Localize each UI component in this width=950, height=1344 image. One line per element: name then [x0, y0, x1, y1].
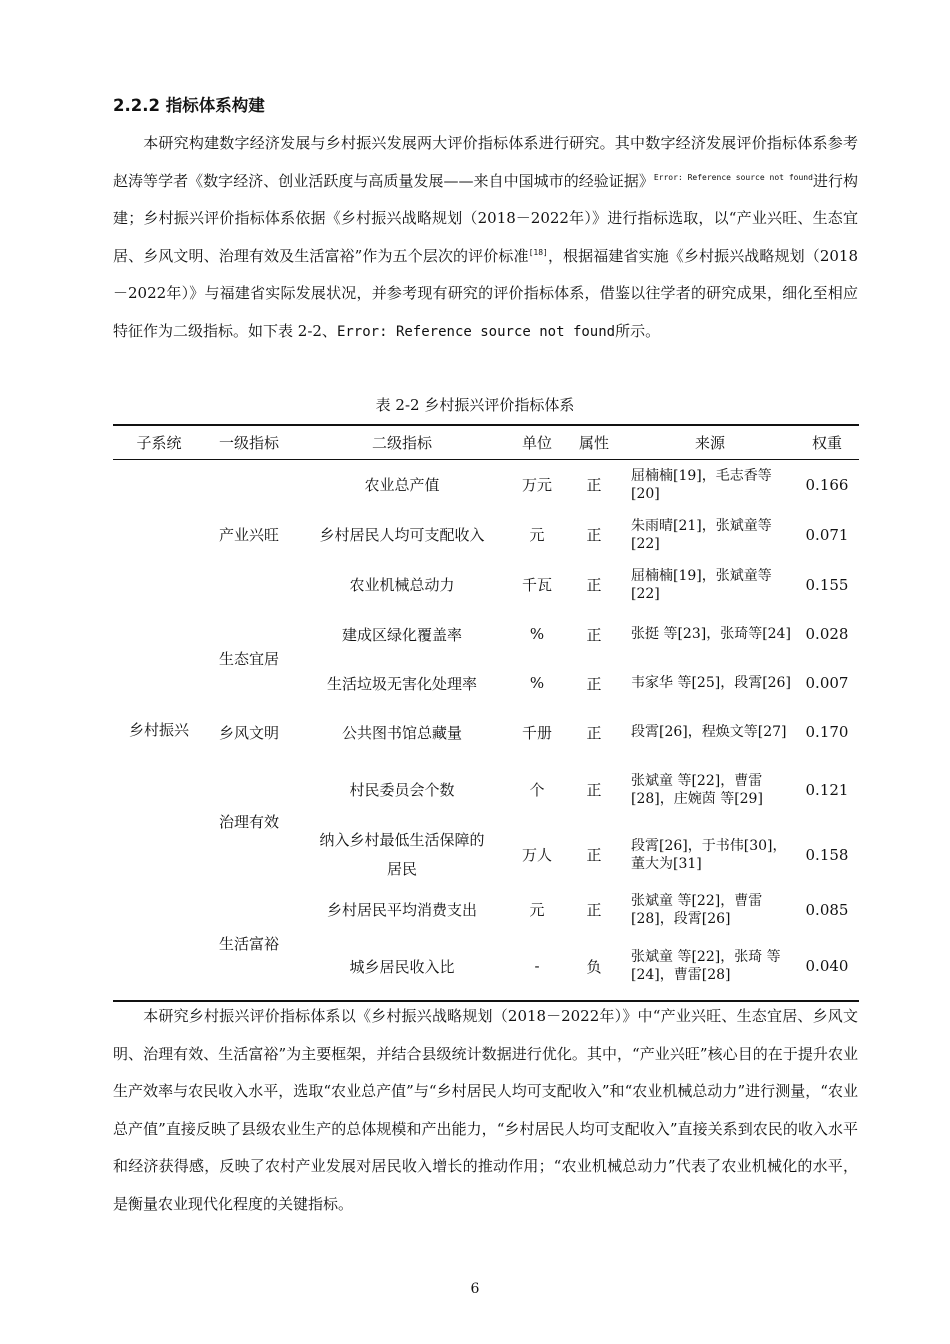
weight-cell: 0.155 [805, 575, 849, 594]
group-cell: 乡风文明 [218, 723, 279, 742]
group-cell: 生活富裕 [218, 934, 279, 953]
indicator-table [113, 424, 859, 1002]
col-header: 单位 [511, 425, 563, 460]
indicator-cell: 公共图书馆总藏量 [341, 723, 462, 742]
page-number: 6 [470, 1281, 480, 1297]
weight-cell: 0.028 [805, 625, 849, 643]
attr-cell: 正 [586, 526, 602, 544]
unit-cell: 元 [529, 901, 545, 919]
unit-cell: 个 [529, 781, 545, 799]
weight-cell: 0.121 [805, 780, 849, 799]
weight-cell: 0.158 [805, 845, 849, 864]
indicator-cell: 纳入乡村最低生活保障的居民 [319, 830, 485, 878]
source-cell: 段霄[26]，于书伟[30]，董大为[31] [631, 837, 787, 872]
col-header: 子系统 [113, 425, 205, 460]
group-cell: 产业兴旺 [218, 526, 279, 545]
weight-cell: 0.071 [805, 525, 849, 544]
indicator-cell: 农业机械总动力 [349, 576, 455, 594]
attr-cell: 正 [586, 576, 602, 594]
section-heading: 2.2.2 指标体系构建 [113, 96, 265, 115]
unit-cell: 元 [529, 526, 545, 544]
attr-cell: 正 [586, 625, 602, 644]
unit-cell: % [529, 625, 545, 643]
attr-cell: 正 [586, 723, 602, 742]
source-cell: 韦家华 等[25]，段霄[26] [631, 675, 791, 691]
intro-text-b: 进行构建；乡村振兴评价指标体系依据《乡村振兴战略规划（2018－2022年）》进行指标选取，以“产业兴旺、生态宜居、乡风文明、治理有效及生活富裕”作为五个层次的评价标准 [113, 171, 858, 265]
source-cell: 张斌童 等[22]，张琦 等[24]，曹雷[28] [631, 949, 781, 983]
weight-cell: 0.007 [805, 674, 849, 692]
indicator-cell: 生活垃圾无害化处理率 [326, 674, 477, 693]
source-cell: 屈楠楠[19]，张斌童等[22] [631, 567, 772, 602]
weight-cell: 0.085 [805, 900, 849, 919]
attr-cell: 正 [586, 476, 602, 495]
unit-cell: 万人 [521, 846, 552, 864]
indicator-cell: 农业总产值 [364, 476, 440, 495]
unit-cell: 千瓦 [521, 576, 552, 594]
source-cell: 屈楠楠[19]，毛志香等[20] [631, 467, 772, 502]
table-row [113, 610, 859, 659]
weight-cell: 0.170 [805, 723, 849, 741]
group-cell: 生态宜居 [218, 650, 279, 668]
intro-text-a: 本研究构建数字经济发展与乡村振兴发展两大评价指标体系进行研究。其中数字经济发展评价指标体系参考赵涛等学者《数字经济、创业活跃度与高质量发展——来自中国城市的经验证据》 [113, 134, 858, 190]
table-row [113, 460, 859, 510]
analysis-text: 本研究乡村振兴评价指标体系以《乡村振兴战略规划（2018－2022年）》中“产业兴旺、生态宜居、乡风文明、治理有效、生活富裕”为主要框架，并结合县级统计数据进行优化。其中，“产业兴旺”核心目的在于提升农业生产效率与农民收入水平，选取“农业总产值”与“乡村居民人均可支配收入”和“农业机械总动力”进行测量，“农业总产值”直接反映了县级农业生产的总体规模和产出能力，“乡村居民人均可支配收入”直接关系到农民的收入水平和经济获得感，反映了农村产业发展对居民收入增长的推动作用；“农业机械总动力”代表了农业机械化的水平，是衡量农业现代化程度的关键指标。 [113, 1007, 858, 1213]
attr-cell: 正 [586, 674, 602, 693]
unit-cell: 千册 [521, 723, 552, 742]
indicator-cell: 村民委员会个数 [349, 781, 455, 799]
table-header-row [113, 425, 859, 460]
analysis-paragraph [113, 998, 858, 1224]
source-cell: 张斌童 等[22]，曹雷[28]，段霄[26] [631, 892, 763, 927]
attr-cell: 正 [586, 781, 602, 799]
intro-text-c: ，根据福建省实施《乡村振兴战略规划（2018－2022年）》与福建省实际发展状况，并参考现有研究的评价指标体系，借鉴以往学者的研究成果，细化至相应特征作为二级指标。如下表 2-2、 [113, 246, 858, 340]
weight-cell: 0.040 [805, 957, 849, 975]
attr-cell: 正 [586, 846, 602, 864]
table-row [113, 887, 859, 933]
intro-text-d: 所示。 [615, 321, 661, 340]
col-header: 属性 [563, 425, 625, 460]
source-cell: 朱雨晴[21]，张斌童等[22] [631, 517, 772, 552]
col-header: 二级指标 [293, 425, 511, 460]
unit-cell: % [529, 674, 545, 692]
indicator-cell: 城乡居民收入比 [349, 957, 455, 976]
table-row [113, 708, 859, 757]
unit-cell: 万元 [521, 476, 552, 495]
attr-cell: 负 [586, 957, 602, 976]
table-caption: 表 2-2 乡村振兴评价指标体系 [375, 396, 575, 414]
indicator-cell: 乡村居民人均可支配收入 [319, 526, 485, 544]
subsystem-cell: 乡村振兴 [128, 721, 189, 740]
col-header: 权重 [795, 425, 859, 460]
source-cell: 段霄[26]，程焕文等[27] [631, 724, 787, 740]
group-cell: 治理有效 [218, 813, 279, 831]
citation-18: [18] [528, 247, 548, 257]
intro-paragraph [113, 125, 858, 352]
weight-cell: 0.166 [805, 475, 849, 494]
unit-cell: - [534, 957, 540, 975]
indicator-cell: 乡村居民平均消费支出 [326, 901, 477, 919]
source-cell: 张斌童 等[22]，曹雷[28]，庄婉茵 等[29] [631, 772, 763, 807]
indicator-cell: 建成区绿化覆盖率 [341, 625, 462, 644]
source-cell: 张挺 等[23]，张琦等[24] [631, 626, 791, 642]
col-header: 一级指标 [205, 425, 293, 460]
table-row [113, 757, 859, 823]
attr-cell: 正 [586, 901, 602, 919]
ref-error-2: Error: Reference source not found [336, 323, 616, 340]
ref-error-1: Error: Reference source not found [653, 172, 813, 182]
col-header: 来源 [625, 425, 795, 460]
